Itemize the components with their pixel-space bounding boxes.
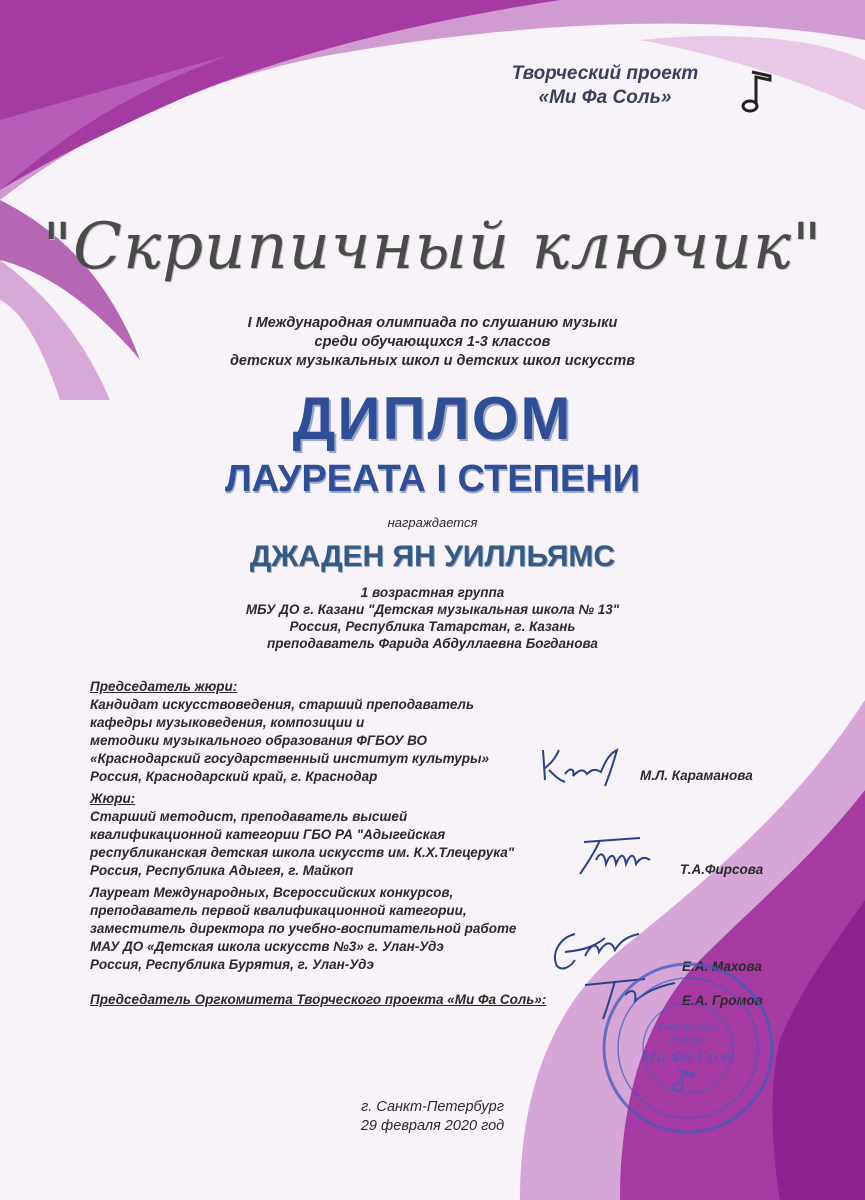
- jury-chairman-heading: Председатель жюри:: [90, 679, 238, 694]
- jury2-line-5: Россия, Республика Бурятия, г. Улан-Удэ: [90, 957, 374, 972]
- issue-city: г. Санкт-Петербург: [361, 1099, 504, 1115]
- project-line-2: «Ми Фа Соль»: [538, 87, 672, 108]
- school-name: МБУ ДО г. Казани "Детская музыкальная школа № 13": [245, 602, 620, 617]
- laureate-degree: ЛАУРЕАТА I СТЕПЕНИ: [225, 458, 640, 500]
- stamp-line-1: Творческий: [657, 1022, 719, 1033]
- jury2-line-3: заместитель директора по учебно-воспитательной работе: [90, 921, 517, 936]
- chairman-line-1: Кандидат искусствоведения, старший преподаватель: [90, 697, 474, 712]
- orgcommittee-block: [90, 991, 590, 1009]
- chairman-signature: [535, 740, 635, 790]
- chairman-line-2: кафедры музыковедения, композиции и: [90, 715, 365, 730]
- chairman-name: М.Л. Караманова: [640, 768, 753, 783]
- subtitle-line-3: детских музыкальных школ и детских школ искусств: [229, 353, 636, 369]
- jury1-line-2: квалификационной категории ГБО РА "Адыгейская: [90, 827, 446, 842]
- music-note-icon: [740, 66, 776, 116]
- jury-member-1-signature: [570, 830, 660, 880]
- jury-member-1-name: Т.А.Фирсова: [680, 862, 764, 877]
- subtitle-line-1: I Международная олимпиада по слушанию музыки: [247, 315, 618, 331]
- jury-member-2-block: [90, 884, 570, 974]
- issue-date: 29 февраля 2020 год: [360, 1118, 505, 1134]
- teacher-name: преподаватель Фарида Абдуллаевна Богданова: [267, 636, 598, 651]
- school-location: Россия, Республика Татарстан, г. Казань: [289, 619, 576, 634]
- jury2-line-4: МАУ ДО «Детская школа искусств №3» г. Улан-Удэ: [90, 939, 444, 954]
- jury1-line-4: Россия, Республика Адыгея, г. Майкоп: [90, 863, 354, 878]
- subtitle-line-2: среди обучающихся 1-3 классов: [314, 334, 551, 350]
- stamp-line-3: Ми Фа Соль: [640, 1048, 736, 1066]
- chairman-line-3: методики музыкального образования ФГБОУ ВО: [90, 733, 427, 748]
- olympiad-description: [0, 314, 865, 371]
- jury-member-2-name: Е.А. Махова: [682, 959, 762, 974]
- jury1-line-3: республиканская детская школа искусств им. К.Х.Тлецерука": [90, 845, 515, 860]
- project-name: [470, 62, 740, 110]
- stamp-line-2: проект: [669, 1035, 707, 1046]
- jury-heading: Жюри:: [90, 791, 136, 806]
- orgcommittee-heading: Председатель Оргкомитета Творческого проекта «Ми Фа Соль»:: [90, 992, 547, 1007]
- jury2-line-1: Лауреат Международных, Всероссийских конкурсов,: [90, 885, 454, 900]
- diploma-heading: ДИПЛОМ: [292, 385, 573, 452]
- chairman-line-4: «Краснодарский государственный институт культуры»: [90, 751, 490, 766]
- jury-member-1-block: [90, 790, 570, 880]
- chairman-line-5: Россия, Краснодарский край, г. Краснодар: [90, 769, 378, 784]
- jury2-line-2: преподаватель первой квалификационной категории,: [90, 903, 467, 918]
- project-line-1: Творческий проект: [511, 63, 699, 84]
- issue-place-date: [0, 1098, 865, 1136]
- orgcommittee-name: Е.А. Громов: [682, 993, 763, 1008]
- recipient-details: [0, 584, 865, 652]
- jury1-line-1: Старший методист, преподаватель высшей: [90, 809, 408, 824]
- awarded-label: награждается: [387, 515, 478, 530]
- recipient-name: ДЖАДЕН ЯН УИЛЛЬЯМС: [249, 540, 616, 573]
- jury-chairman-block: [90, 678, 570, 786]
- diploma-title: "Скрипичный ключик": [42, 210, 823, 284]
- age-group: 1 возрастная группа: [360, 585, 505, 600]
